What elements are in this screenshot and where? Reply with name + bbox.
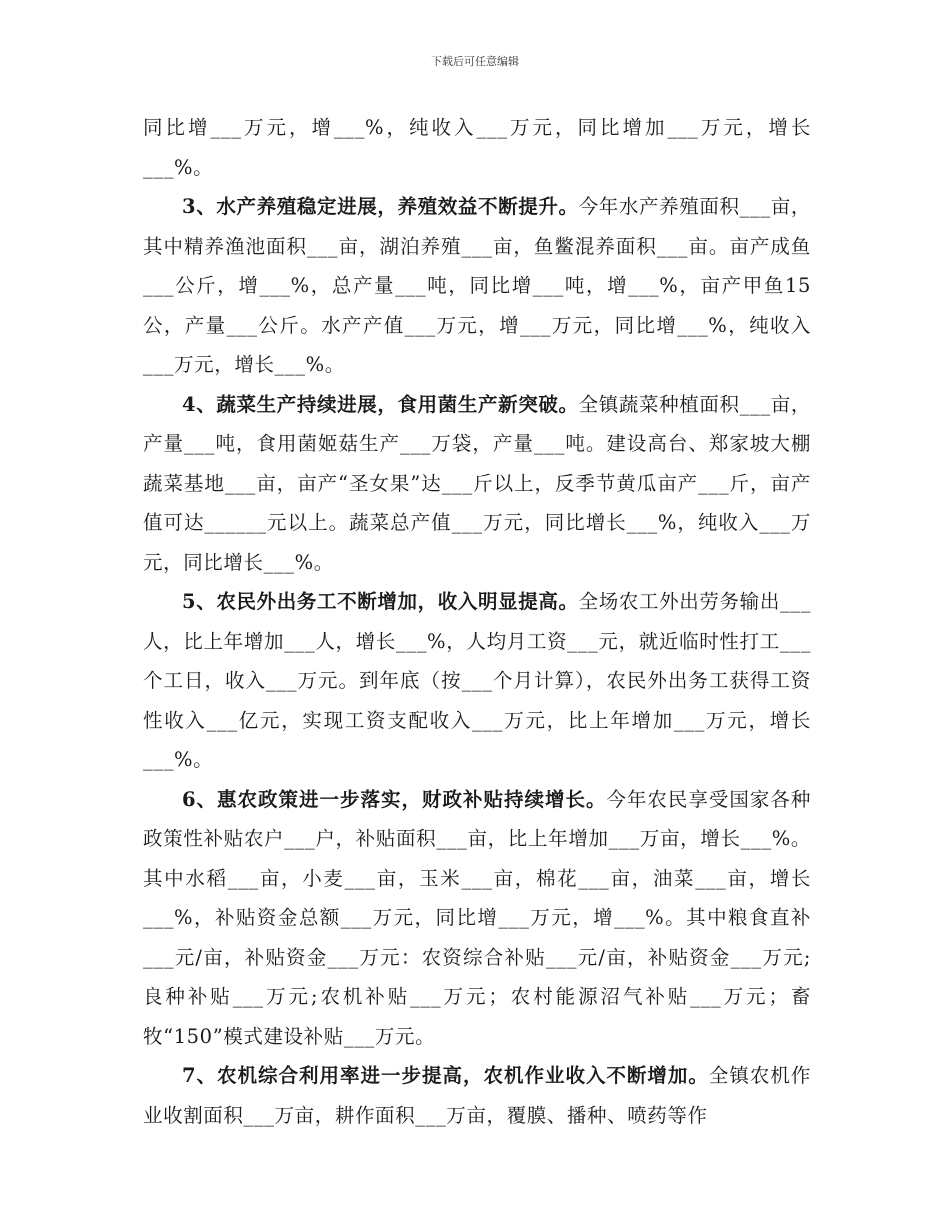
paragraph-subsidies xyxy=(143,780,811,1057)
paragraph-migrant-work xyxy=(143,582,811,780)
paragraph-machinery xyxy=(143,1056,811,1135)
paragraph-heading: 6、惠农政策进一步落实，财政补贴持续增长。 xyxy=(182,787,607,811)
page-header: 下载后可任意编辑 xyxy=(431,55,519,68)
paragraph-body: 同比增___万元，增___%，纯收入___万元，同比增加___万元，增长___%。 xyxy=(143,116,811,179)
paragraph-heading: 3、水产养殖稳定进展，养殖效益不断提升。 xyxy=(182,195,579,218)
paragraph-body: 全场农工外出劳务输出___人，比上年增加___人，增长___%，人均月工资___元，就近临时性打工___个工日，收入___万元。到年底（按___个月计算），农民外出务工获得工资性收入___亿元，实现工资支配收入___万元，比上年增加___万元，增长___%。 xyxy=(143,590,811,771)
paragraph-continuation xyxy=(143,108,811,187)
paragraph-body: 今年农民享受国家各种政策性补贴农户___户，补贴面积___亩，比上年增加___万亩，增长___%。其中水稻___亩，小麦___亩，玉米___亩，棉花___亩，油菜___亩，增长___%，补贴资金总额___万元，同比增___万元，增___%。其中粮食直补___元/亩，补贴资金___万元：农资综合补贴___元/亩，补贴资金___万元;良种补贴___万元;农机补贴___万元；农村能源沼气补贴___万元；畜牧“150”模式建设补贴___万元。 xyxy=(143,787,811,1048)
paragraph-body: 今年水产养殖面积___亩，其中精养渔池面积___亩，湖泊养殖___亩，鱼鳖混养面积___亩。亩产成鱼___公斤，增___%，总产量___吨，同比增___吨，增___%，亩产甲鱼15公，产量___公斤。水产产值___万元，增___万元，同比增___%，纯收入___万元，增长___%。 xyxy=(143,195,811,376)
document-body xyxy=(143,108,811,1135)
paragraph-heading: 5、农民外出务工不断增加，收入明显提高。 xyxy=(182,590,579,613)
paragraph-vegetables xyxy=(143,385,811,583)
paragraph-body: 全镇蔬菜种植面积___亩，产量___吨，食用菌姬菇生产___万袋，产量___吨。建设高台、郑家坡大棚蔬菜基地___亩，亩产“圣女果”达___斤以上，反季节黄瓜亩产___斤，亩产值可达______元以上。蔬菜总产值___万元，同比增长___%，纯收入___万元，同比增长___%。 xyxy=(143,392,811,574)
paragraph-aquaculture xyxy=(143,187,811,385)
paragraph-heading: 4、蔬菜生产持续进展，食用菌生产新突破。 xyxy=(182,392,579,416)
paragraph-body: 全镇农机作业收割面积___万亩，耕作面积___万亩，覆膜、播种、喷药等作 xyxy=(143,1064,811,1127)
paragraph-heading: 7、农机综合利用率进一步提高，农机作业收入不断增加。 xyxy=(182,1064,709,1087)
